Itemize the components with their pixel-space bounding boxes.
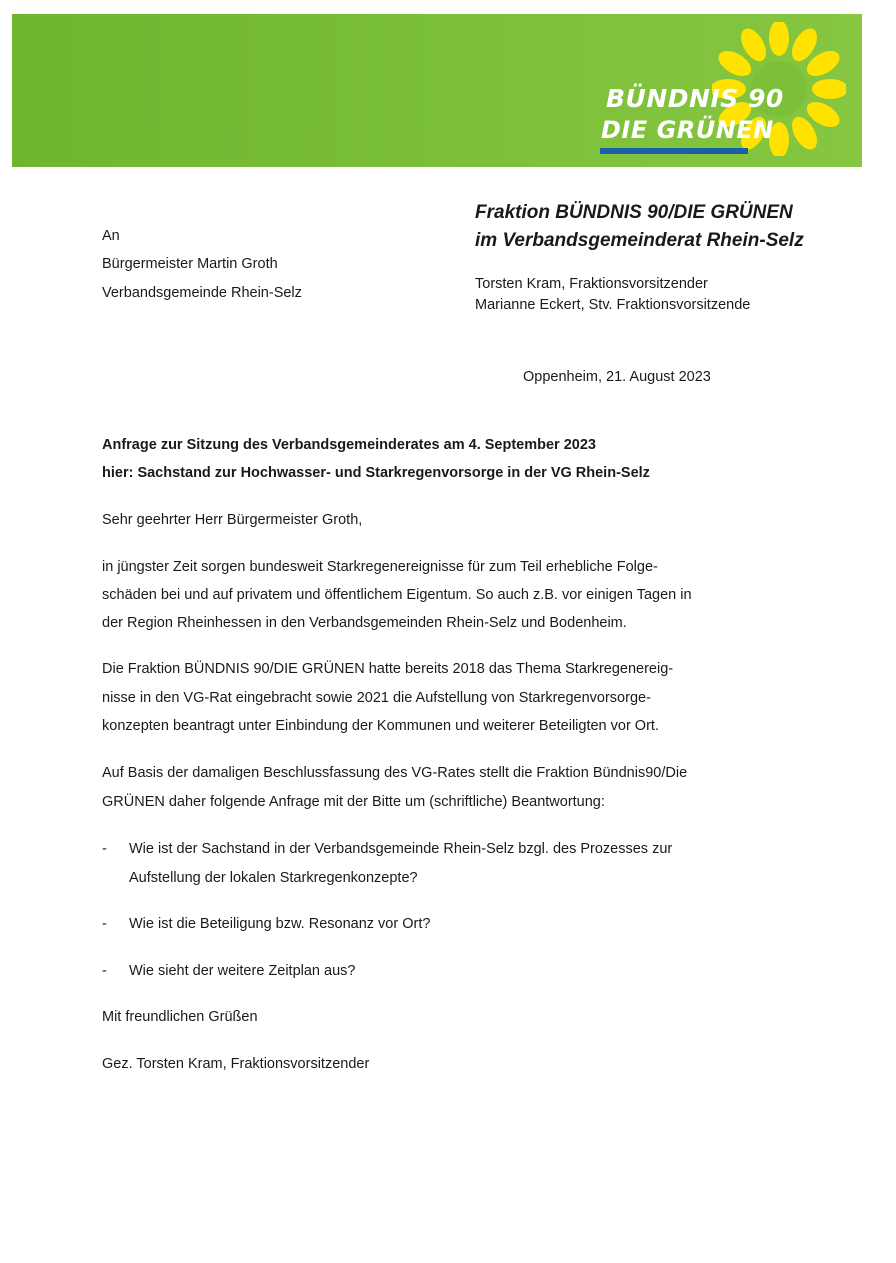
paragraph-3-line-1: Auf Basis der damaligen Beschlussfassung des VG-Rates stellt die Fraktion Bündnis90/Die	[102, 765, 688, 781]
sender-person-2: Marianne Eckert, Stv. Fraktionsvorsitzende	[475, 297, 751, 313]
salutation: Sehr geehrter Herr Bürgermeister Groth,	[102, 512, 363, 528]
question-1-dash: -	[102, 841, 107, 857]
question-1-line-2: Aufstellung der lokalen Starkregenkonzepte?	[129, 870, 418, 886]
recipient-line-3: Verbandsgemeinde Rhein-Selz	[102, 285, 302, 301]
paragraph-2-line-1: Die Fraktion BÜNDNIS 90/DIE GRÜNEN hatte bereits 2018 das Thema Starkregenereig-	[102, 661, 674, 677]
signature: Gez. Torsten Kram, Fraktionsvorsitzender	[102, 1056, 370, 1072]
sender-person-1: Torsten Kram, Fraktionsvorsitzender	[475, 276, 708, 292]
letter-date: Oppenheim, 21. August 2023	[523, 369, 711, 385]
subject-line-1: Anfrage zur Sitzung des Verbandsgemeinderates am 4. September 2023	[102, 437, 596, 453]
paragraph-1-line-2: schäden bei und auf privatem und öffentlichem Eigentum. So auch z.B. vor einigen Tagen in	[102, 587, 692, 603]
question-3-line-1: Wie sieht der weitere Zeitplan aus?	[129, 963, 356, 979]
question-2-dash: -	[102, 916, 107, 932]
paragraph-1-line-3: der Region Rheinhessen in den Verbandsgemeinden Rhein-Selz und Bodenheim.	[102, 615, 627, 631]
recipient-line-2: Bürgermeister Martin Groth	[102, 256, 278, 272]
logo-text-line1: BÜNDNIS 90	[606, 84, 784, 113]
paragraph-2-line-3: konzepten beantragt unter Einbindung der Kommunen und weiterer Beteiligten vor Ort.	[102, 718, 659, 734]
closing: Mit freundlichen Grüßen	[102, 1009, 258, 1025]
subject-line-2: hier: Sachstand zur Hochwasser- und Starkregenvorsorge in der VG Rhein-Selz	[102, 465, 650, 481]
logo-underline-bar	[600, 148, 748, 154]
paragraph-2-line-2: nisse in den VG-Rat eingebracht sowie 2021 die Aufstellung von Starkregenvorsorge-	[102, 690, 651, 706]
recipient-line-1: An	[102, 228, 120, 244]
sender-title-2: im Verbandsgemeinderat Rhein-Selz	[475, 230, 804, 251]
paragraph-3-line-2: GRÜNEN daher folgende Anfrage mit der Bitte um (schriftliche) Beantwortung:	[102, 794, 605, 810]
paragraph-1-line-1: in jüngster Zeit sorgen bundesweit Starkregenereignisse für zum Teil erhebliche Folge-	[102, 559, 658, 575]
question-3-dash: -	[102, 963, 107, 979]
question-2-line-1: Wie ist die Beteiligung bzw. Resonanz vor Ort?	[129, 916, 431, 932]
sender-title-1: Fraktion BÜNDNIS 90/DIE GRÜNEN	[475, 202, 793, 223]
question-1-line-1: Wie ist der Sachstand in der Verbandsgemeinde Rhein-Selz bzgl. des Prozesses zur	[129, 841, 673, 857]
logo-text-line2: DIE GRÜNEN	[601, 116, 774, 144]
